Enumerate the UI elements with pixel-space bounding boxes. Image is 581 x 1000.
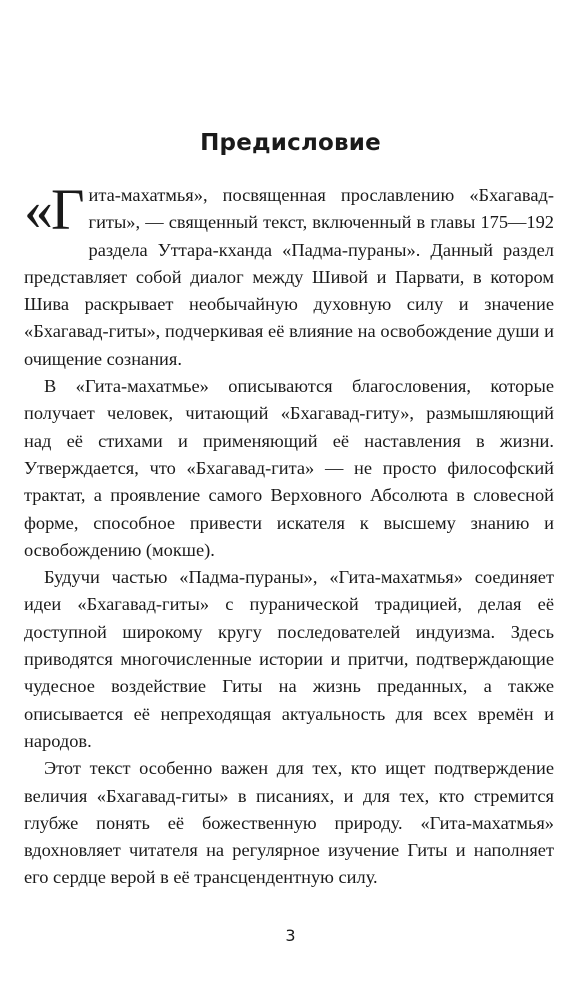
paragraph-2: В «Гита-махатмье» описываются благословения, которые получает человек, читающий «Бхагавад-гиту», размышляющий над её стихами и применяющий её наставления в жизни. Утверждается, что «Бхагавад-гита» — не просто философский трактат, а проявление самого Верховного Абсолюта в словесной форме, способное привести искателя к высшему знанию и освобождению (мокше). (24, 376, 554, 560)
paragraph-3: Будучи частью «Падма-пураны», «Гита-махатмья» соединяет идеи «Бхагавад-гиты» с пуранической традицией, делая её доступной широкому кругу последователей индуизма. Здесь приводятся многочисленные истории и притчи, подтверждающие чудесное воздействие Гиты на жизнь преданных, а также описывается её непреходящая актуальность для всех времён и народов. (24, 567, 554, 751)
paragraph-1-text: ита-махатмья», посвященная прославлению «Бхагавад-гиты», — священный текст, включенный в главы 175—192 раздела Уттара-кханда «Падма-пураны». Данный раздел представляет собой диалог между Шивой и Парвати, в котором Шива раскрывает необычайную духовную силу и значение «Бхагавад-гиты», подчеркивая её влияние на освобождение души и очищение сознания. (24, 185, 554, 369)
drop-cap: «Г (24, 177, 83, 242)
paragraph-1 (24, 177, 554, 373)
page-number: 3 (285, 926, 296, 945)
paragraph-4: Этот текст особенно важен для тех, кто ищет подтверждение величия «Бхагавад-гиты» в писаниях, и для тех, кто стремится глубже понять её божественную природу. «Гита-махатмья» вдохновляет читателя на регулярное изучение Гиты и наполняет его сердце верой в её трансцендентную силу. (24, 758, 554, 888)
page-title: Предисловие (200, 130, 381, 156)
body-text (24, 177, 554, 892)
